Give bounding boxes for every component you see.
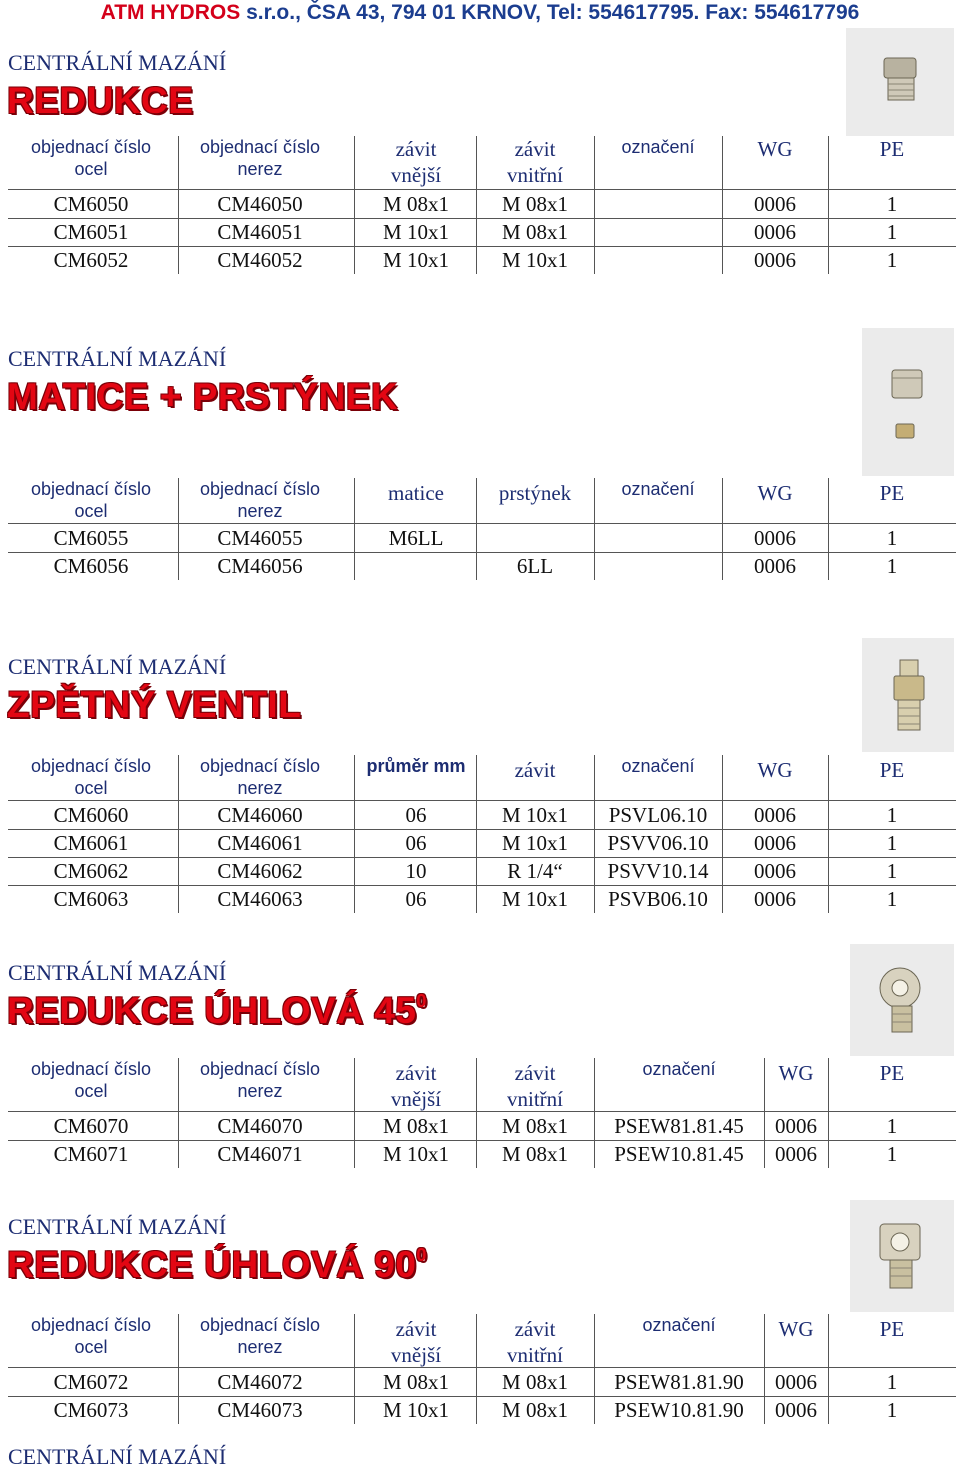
table-row: CM6062 [53, 859, 129, 883]
table-cell: 06 [405, 831, 427, 855]
column-divider [178, 1058, 179, 1168]
table-cell: CM46072 [217, 1370, 303, 1394]
table-cell: PSVV06.10 [607, 831, 709, 855]
column-divider [764, 1058, 765, 1168]
column-divider [354, 136, 355, 274]
header-designation: označení [642, 1059, 716, 1079]
table-cell: M 10x1 [383, 220, 449, 244]
table-cell: 0006 [775, 1114, 817, 1138]
header-order-steel: objednací číslo ocel [30, 479, 152, 521]
check-valve-photo [862, 638, 954, 752]
table-cell: 1 [886, 803, 898, 827]
table-cell: M 10x1 [502, 831, 568, 855]
table-cell: M 08x1 [383, 1370, 449, 1394]
table-cell: M 08x1 [502, 1114, 568, 1138]
table-cell: CM46063 [217, 887, 303, 911]
table-cell: 0006 [754, 803, 796, 827]
table-row: CM6050 [53, 192, 129, 216]
header-pe: PE [879, 758, 905, 782]
table-cell: PSEW81.81.90 [614, 1370, 744, 1394]
column-divider [594, 755, 595, 913]
column-divider [722, 136, 723, 274]
column-divider [828, 755, 829, 913]
table-cell: 0006 [775, 1370, 817, 1394]
table-cell: 6LL [516, 554, 554, 578]
table-cell: 1 [886, 831, 898, 855]
table-cell: PSVB06.10 [608, 887, 708, 911]
column-divider [828, 1314, 829, 1424]
header-order-stainless: objednací číslo nerez [199, 756, 321, 798]
header-wg: WG [778, 1061, 814, 1085]
header-thread-outer: závit vnější [390, 137, 442, 187]
header-designation: označení [621, 756, 695, 776]
table-row: CM6063 [53, 887, 129, 911]
table-cell: CM46060 [217, 803, 303, 827]
table-cell: 0006 [754, 554, 796, 578]
table-cell: M 10x1 [383, 1142, 449, 1166]
table-cell: M 08x1 [502, 1370, 568, 1394]
table-cell: PSVL06.10 [608, 803, 708, 827]
table-row: CM6055 [53, 526, 129, 550]
table-cell: CM46051 [217, 220, 303, 244]
header-wg: WG [757, 137, 793, 161]
table-cell: 1 [886, 859, 898, 883]
nut-and-ring-photo [862, 328, 954, 476]
table-cell: CM46071 [217, 1142, 303, 1166]
table-cell: M 10x1 [383, 248, 449, 272]
table-cell: 10 [405, 859, 427, 883]
company-brand: ATM HYDROS [100, 1, 241, 24]
header-wg: WG [757, 481, 793, 505]
table-cell: 1 [886, 220, 898, 244]
table-cell: 1 [886, 1398, 898, 1422]
section-zpetny-ventil [0, 654, 960, 754]
table-cell: 1 [886, 887, 898, 911]
header-order-stainless: objednací číslo nerez [199, 1059, 321, 1101]
table-cell: 1 [886, 554, 898, 578]
column-divider [178, 1314, 179, 1424]
table-row: CM6060 [53, 803, 129, 827]
table-cell: M 10x1 [502, 248, 568, 272]
column-divider [722, 478, 723, 580]
header-order-stainless: objednací číslo nerez [199, 1315, 321, 1357]
header-designation: označení [642, 1315, 716, 1335]
column-divider [828, 136, 829, 274]
table-cell: CM46061 [217, 831, 303, 855]
header-thread-inner: závit vnitřní [507, 1317, 563, 1367]
column-divider [354, 1058, 355, 1168]
header-order-steel: objednací číslo ocel [30, 756, 152, 798]
header-ring: prstýnek [498, 481, 572, 505]
angle-90-fitting-photo [850, 1200, 954, 1312]
column-divider [594, 1058, 595, 1168]
header-thread-inner: závit vnitřní [507, 1061, 563, 1111]
column-divider [354, 478, 355, 580]
table-cell: CM46050 [217, 192, 303, 216]
header-pe: PE [879, 1061, 905, 1085]
header-wg: WG [757, 758, 793, 782]
table-cell: CM46073 [217, 1398, 303, 1422]
column-divider [178, 136, 179, 274]
table-cell: 0006 [775, 1398, 817, 1422]
table-cell: 1 [886, 1142, 898, 1166]
table-cell: R 1/4“ [507, 859, 563, 883]
table-cell: 0006 [754, 248, 796, 272]
table-row: CM6071 [53, 1142, 129, 1166]
table-cell: M6LL [388, 526, 444, 550]
table-cell: 06 [405, 887, 427, 911]
table-row: CM6073 [53, 1398, 129, 1422]
table-cell: PSEW10.81.90 [614, 1398, 744, 1422]
table-cell: 1 [886, 192, 898, 216]
company-address: s.r.o., ČSA 43, 794 01 KRNOV, Tel: 554617795. Fax: 554617796 [240, 1, 860, 24]
reducer-fitting-photo [846, 28, 954, 136]
column-divider [476, 755, 477, 913]
table-row: CM6070 [53, 1114, 129, 1138]
table-cell: 0006 [754, 526, 796, 550]
header-diameter: průměr mm [366, 756, 466, 776]
section-redukce-uhlova-45 [0, 960, 960, 1060]
column-divider [764, 1314, 765, 1424]
column-divider [476, 136, 477, 274]
table-cell: 0006 [754, 831, 796, 855]
column-divider [476, 1058, 477, 1168]
footer-category-label: CENTRÁLNÍ MAZÁNÍ [8, 1444, 227, 1469]
table-cell: 0006 [754, 192, 796, 216]
column-divider [476, 478, 477, 580]
header-thread-outer: závit vnější [390, 1061, 442, 1111]
table-cell: CM46052 [217, 248, 303, 272]
column-divider [722, 755, 723, 913]
column-divider [476, 1314, 477, 1424]
header-order-steel: objednací číslo ocel [30, 1315, 152, 1357]
header-thread: závit [514, 758, 556, 782]
header-order-stainless: objednací číslo nerez [199, 479, 321, 521]
section-category-label: CENTRÁLNÍ MAZÁNÍ [8, 654, 227, 679]
angle-45-fitting-photo [850, 944, 954, 1056]
header-pe: PE [879, 481, 905, 505]
table-cell: PSVV10.14 [607, 859, 709, 883]
header-designation: označení [621, 479, 695, 499]
table-row: CM6061 [53, 831, 129, 855]
section-title: REDUKCE [7, 80, 194, 121]
table-cell: CM46055 [217, 526, 303, 550]
table-cell: 0006 [754, 220, 796, 244]
table-cell: M 10x1 [502, 803, 568, 827]
column-divider [354, 755, 355, 913]
table-cell: 1 [886, 526, 898, 550]
header-designation: označení [621, 137, 695, 157]
table-cell: M 08x1 [502, 1142, 568, 1166]
header-thread-outer: závit vnější [390, 1317, 442, 1367]
table-cell: 1 [886, 1114, 898, 1138]
section-title: ZPĚTNÝ VENTIL [7, 684, 302, 725]
table-cell: CM46062 [217, 859, 303, 883]
table-row: CM6052 [53, 248, 129, 272]
column-divider [178, 755, 179, 913]
header-order-steel: objednací číslo ocel [30, 137, 152, 179]
column-divider [594, 1314, 595, 1424]
section-category-label: CENTRÁLNÍ MAZÁNÍ [8, 50, 227, 75]
section-redukce-uhlova-90 [0, 1214, 960, 1314]
table-cell: PSEW81.81.45 [614, 1114, 744, 1138]
column-divider [594, 136, 595, 274]
header-nut: matice [388, 481, 444, 505]
table-cell: M 10x1 [502, 887, 568, 911]
column-divider [178, 478, 179, 580]
table-cell: PSEW10.81.45 [614, 1142, 744, 1166]
table-row: CM6056 [53, 554, 129, 578]
section-title: REDUKCE ÚHLOVÁ $90^0$ [7, 1244, 427, 1285]
table-cell: 06 [405, 803, 427, 827]
table-cell: CM46070 [217, 1114, 303, 1138]
section-matice [0, 346, 960, 456]
column-divider [594, 478, 595, 580]
table-cell: 0006 [775, 1142, 817, 1166]
section-category-label: CENTRÁLNÍ MAZÁNÍ [8, 346, 227, 371]
section-title: MATICE + PRSTÝNEK [7, 376, 399, 417]
table-cell: M 08x1 [502, 220, 568, 244]
column-divider [354, 1314, 355, 1424]
header-pe: PE [879, 137, 905, 161]
table-cell: M 08x1 [502, 1398, 568, 1422]
section-category-label: CENTRÁLNÍ MAZÁNÍ [8, 1214, 227, 1239]
table-cell: 1 [886, 248, 898, 272]
section-category-label: CENTRÁLNÍ MAZÁNÍ [8, 960, 227, 985]
section-title: REDUKCE ÚHLOVÁ $45^0$ [7, 990, 427, 1031]
column-divider [828, 1058, 829, 1168]
company-header [0, 0, 960, 26]
table-cell: M 08x1 [383, 1114, 449, 1138]
table-cell: 1 [886, 1370, 898, 1394]
table-cell: 0006 [754, 887, 796, 911]
header-pe: PE [879, 1317, 905, 1341]
table-cell: M 10x1 [383, 1398, 449, 1422]
column-divider [828, 478, 829, 580]
table-cell: CM46056 [217, 554, 303, 578]
table-row: CM6051 [53, 220, 129, 244]
header-thread-inner: závit vnitřní [507, 137, 563, 187]
table-cell: M 08x1 [502, 192, 568, 216]
table-cell: 0006 [754, 859, 796, 883]
header-order-stainless: objednací číslo nerez [199, 137, 321, 179]
header-order-steel: objednací číslo ocel [30, 1059, 152, 1101]
table-cell: M 08x1 [383, 192, 449, 216]
header-wg: WG [778, 1317, 814, 1341]
table-row: CM6072 [53, 1370, 129, 1394]
